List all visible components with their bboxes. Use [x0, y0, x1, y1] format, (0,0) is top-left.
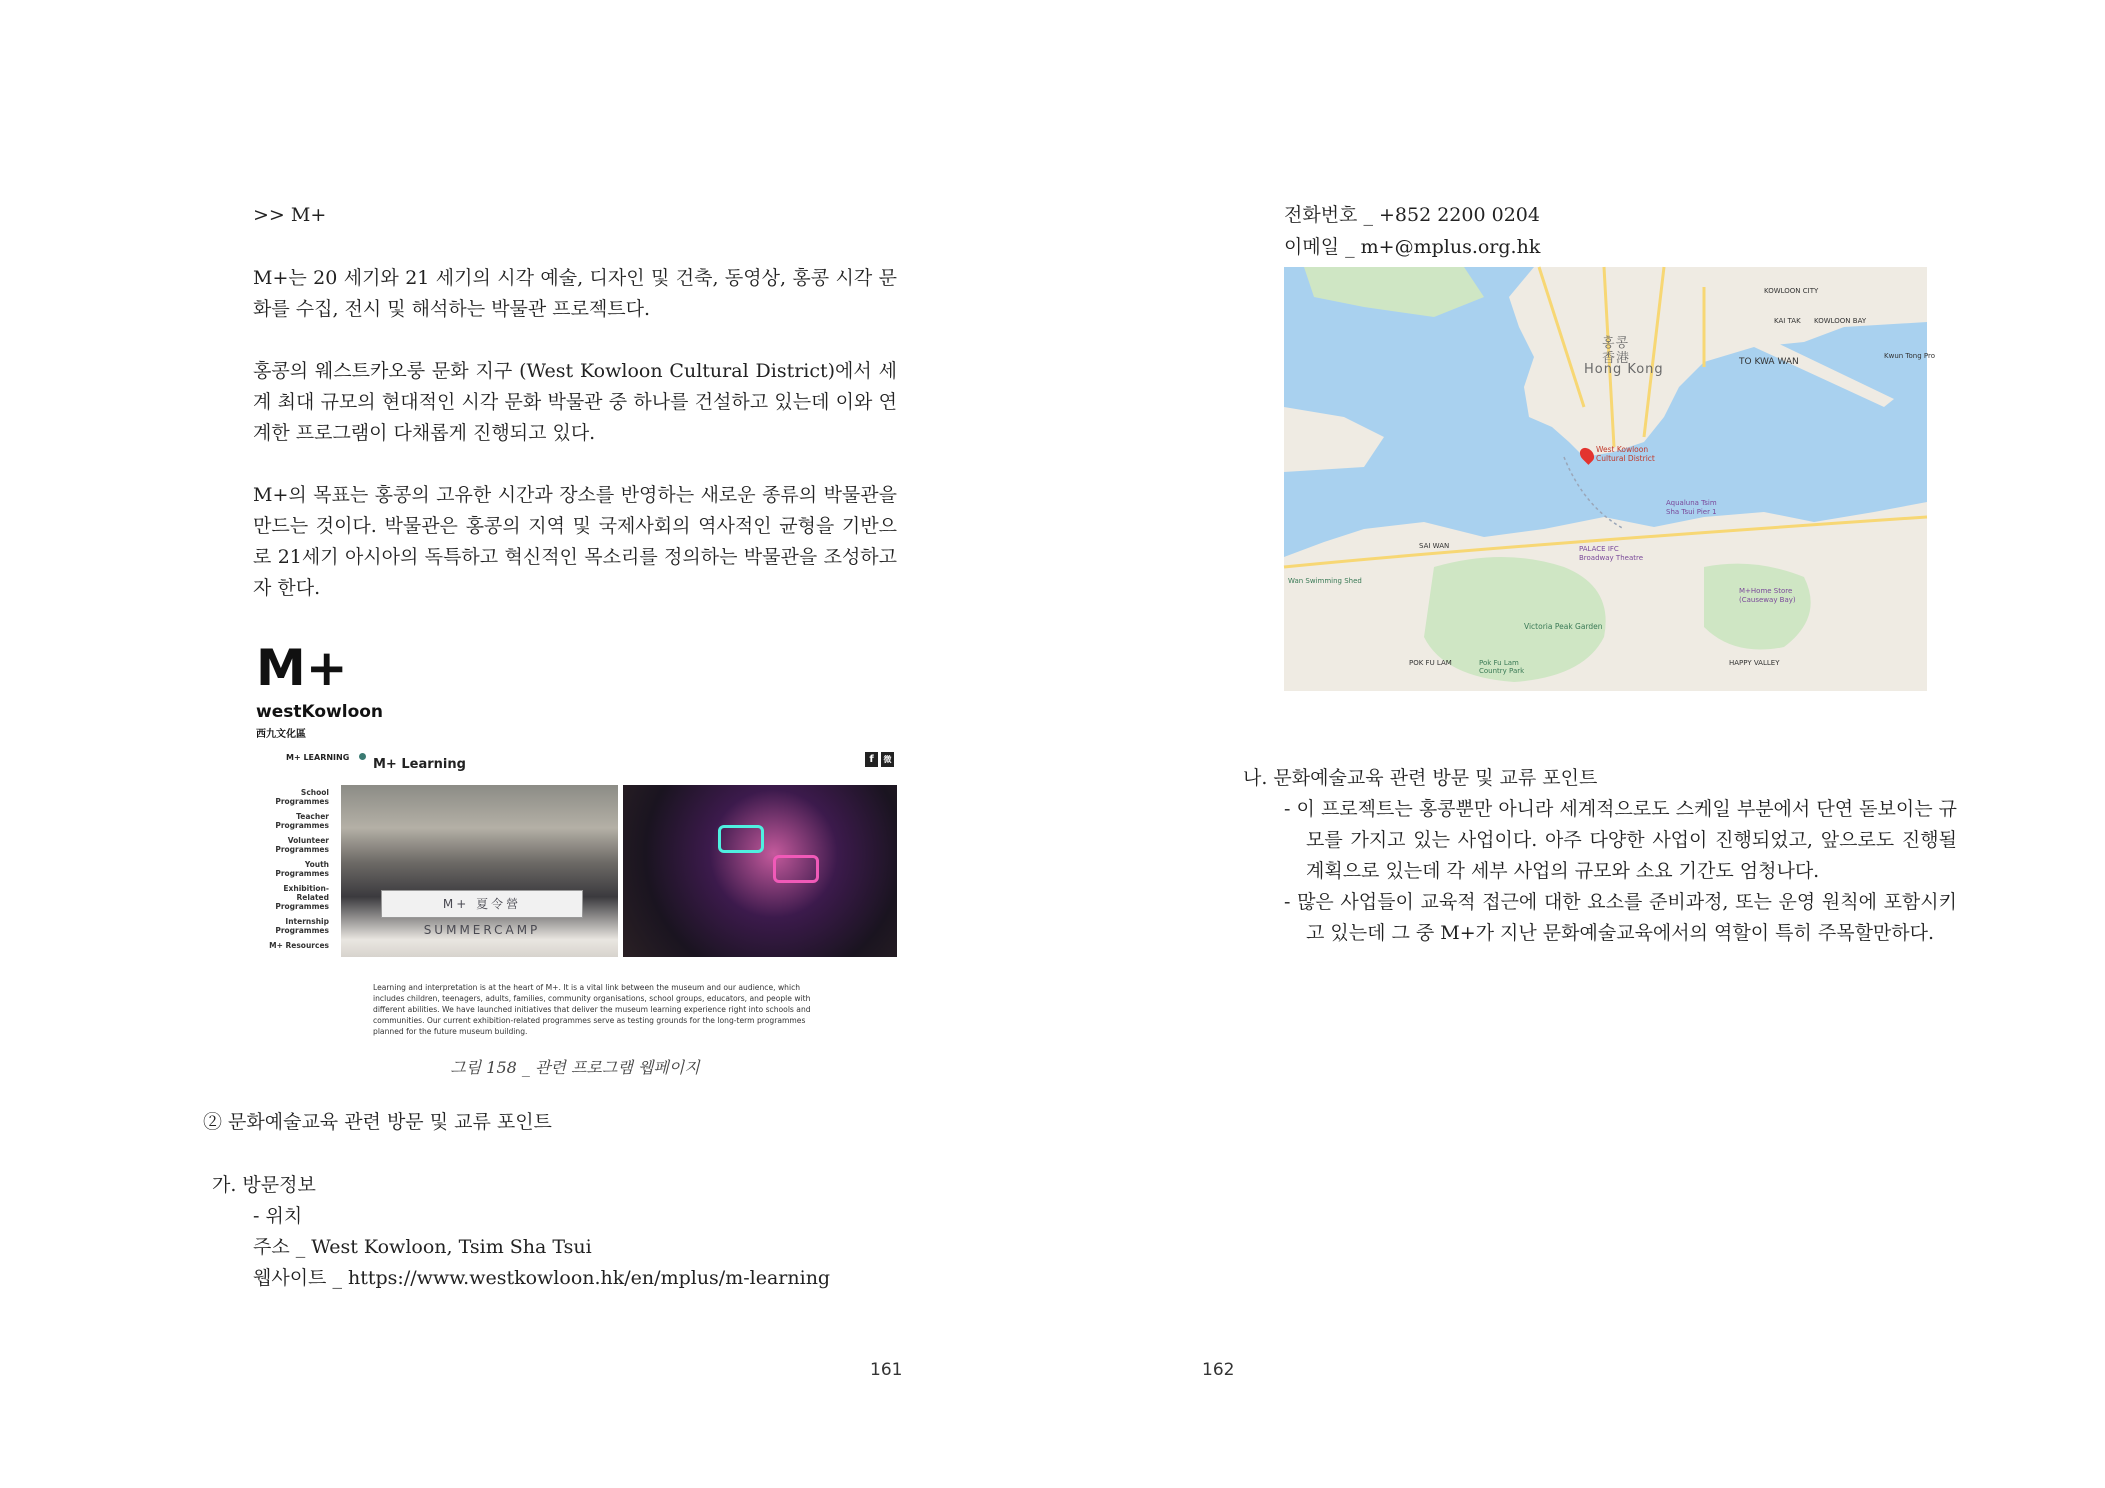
map-label-hongkong-cn: 香港: [1602, 351, 1631, 366]
figure-caption: 그림 158 _ 관련 프로그램 웹페이지: [450, 1058, 700, 1077]
mplus-logo: M+: [256, 639, 348, 697]
sidebar-item-exhibition: Exhibition- Related Programmes: [275, 884, 329, 911]
address-line: 주소 _ West Kowloon, Tsim Sha Tsui: [253, 1236, 592, 1258]
bullet-1: - 이 프로젝트는 홍콩뿐만 아니라 세계적으로도 스케일 부분에서 단연 돋보이는 규모를 가지고 있는 사업이다. 아주 다양한 사업이 진행되었고, 앞으로도 진행될 계획으로 있는데 각 세부 사업의 규모와 소요 기간도 엄청나다.: [1284, 798, 1957, 882]
map-label-tokwawan: TO KWA WAN: [1739, 357, 1799, 367]
map-label-pokfulam-park: Pok Fu Lam Country Park: [1479, 659, 1525, 675]
sidebar-item-volunteer: Volunteer Programmes: [275, 836, 329, 854]
neon-street-photo: [623, 785, 897, 957]
weibo-icon: 微: [881, 752, 894, 767]
learning-description: Learning and interpretation is at the heart of M+. It is a vital link between the museum and our audience, which includes children, teenagers, adults, families, community organisations, school groups, educators, and people with different abilities. We have launched initiatives that deliver the museum learning experience right into schools and communities. Our current exhibition-related programmes serve as testing grounds for the long-term programmes planned for the future museum building.: [373, 983, 811, 1036]
neon-sign-shape: [718, 825, 764, 853]
westkowloon-logo: westKowloon: [256, 702, 384, 722]
website-line: 웹사이트 _ https://www.westkowloon.hk/en/mplus/m-learning: [253, 1267, 831, 1289]
map-label-happy-valley: HAPPY VALLEY: [1729, 659, 1780, 667]
webpage-screenshot: [253, 640, 897, 1045]
email-line: 이메일 _ m+@mplus.org.hk: [1284, 236, 1541, 258]
sidebar-item-teacher: Teacher Programmes: [275, 812, 329, 830]
sidebar-item-resources: M+ Resources: [269, 941, 329, 950]
map-label-hongkong-kr: 홍콩: [1602, 336, 1630, 351]
map-label-pokfulam: POK FU LAM: [1409, 659, 1452, 667]
paragraph-3: M+의 목표는 홍콩의 고유한 시간과 장소를 반영하는 새로운 종류의 박물관을 만드는 것이다. 박물관은 홍콩의 지역 및 국제사회의 역사적인 균형을 기반으로 21세기 아시아의 독특하고 혁신적인 목소리를 정의하는 박물관을 조성하고자 한다.: [253, 484, 897, 599]
visit-info-title: 가. 방문정보: [212, 1174, 316, 1196]
summer-camp-photo: [341, 785, 618, 957]
westkowloon-chinese-logo: 西九文化區: [256, 729, 306, 740]
map-label-mhome: M+Home Store (Causeway Bay): [1739, 587, 1796, 604]
map-label-kowloonbay: KOWLOON BAY: [1814, 317, 1867, 325]
facebook-icon: f: [865, 752, 878, 767]
sidebar-item-school: School Programmes: [275, 788, 329, 806]
sidebar-item-internship: Internship Programmes: [275, 917, 329, 935]
location-map: [1284, 267, 1935, 691]
map-label-palace: PALACE IFC Broadway Theatre: [1579, 545, 1644, 562]
map-label-aqualuna: Aqualuna Tsim Sha Tsui Pier 1: [1666, 499, 1717, 516]
phone-line: 전화번호 _ +852 2200 0204: [1284, 204, 1540, 226]
map-label-saiwan: SAI WAN: [1419, 542, 1450, 550]
bullet-2: - 많은 사업들이 교육적 접근에 대한 요소를 준비과정, 또는 운영 원칙에 포함시키고 있는데 그 중 M+가 지난 문화예술교육에서의 역할이 특히 주목할만하다.: [1284, 891, 1957, 944]
section-title-exchange: 나. 문화예술교육 관련 방문 및 교류 포인트: [1243, 767, 1598, 789]
map-label-wkcd: West Kowloon Cultural District: [1596, 445, 1655, 463]
summer-camp-banner: M+ 夏令營 SUMMERCAMP: [381, 890, 583, 918]
sidebar-item-youth: Youth Programmes: [275, 860, 329, 878]
map-label-wan-pool: Wan Swimming Shed: [1288, 577, 1362, 585]
neon-sign-shape: [773, 855, 819, 883]
left-page: [0, 0, 1052, 1488]
paragraph-2: 홍콩의 웨스트카오룽 문화 지구 (West Kowloon Cultural District)에서 세계 최대 규모의 현대적인 시각 문화 박물관 중 하나를 건설하고 있는데 이와 연계한 프로그램이 다채롭게 진행되고 있다.: [253, 360, 897, 444]
map-label-kowloon-city: KOWLOON CITY: [1764, 287, 1819, 295]
page-number: 161: [870, 1360, 903, 1380]
sidebar-menu: [253, 788, 329, 956]
page-number: 162: [1202, 1360, 1235, 1380]
map-label-peak-garden: Victoria Peak Garden: [1524, 622, 1603, 631]
sidebar-title: M+ LEARNING: [286, 753, 350, 762]
paragraph-1: M+는 20 세기와 21 세기의 시각 예술, 디자인 및 건축, 동영상, 홍콩 시각 문화를 수집, 전시 및 해석하는 박물관 프로젝트다.: [253, 267, 897, 320]
map-label-hongkong-en: Hong Kong: [1584, 362, 1664, 377]
map-land-shapes: [1284, 267, 1927, 691]
map-label-kaitak: KAI TAK: [1774, 317, 1801, 325]
section-title: >> M+: [253, 204, 327, 226]
learning-heading: M+ Learning: [373, 757, 466, 772]
location-label: - 위치: [253, 1205, 303, 1227]
right-page: [1052, 0, 2105, 1488]
mplus-dot-icon: [359, 753, 366, 760]
subsection-title: ② 문화예술교육 관련 방문 및 교류 포인트: [203, 1111, 552, 1133]
map-label-kwuntong: Kwun Tong Pro: [1884, 352, 1935, 360]
